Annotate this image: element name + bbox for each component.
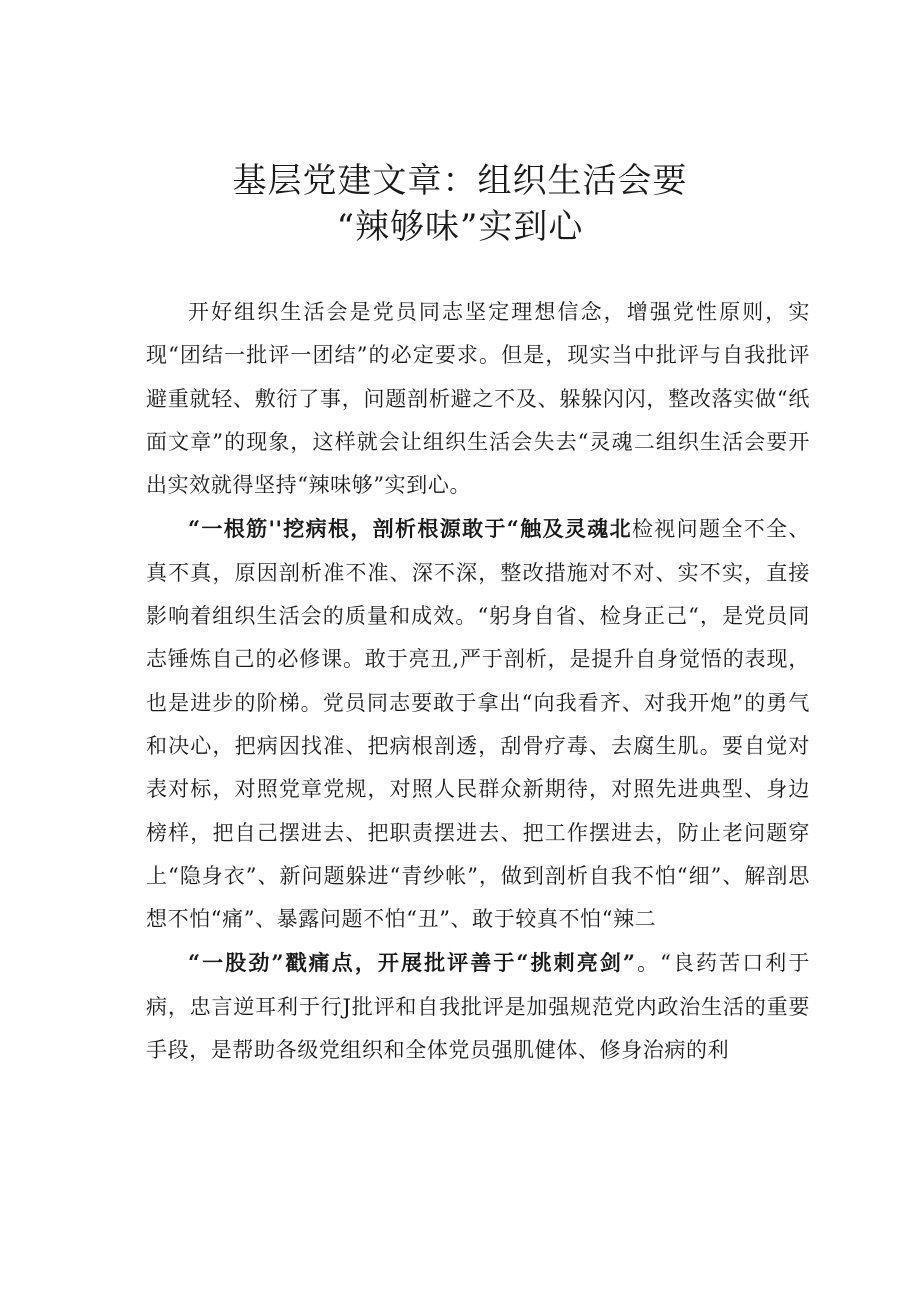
title-line-2: “辣够味”实到心 — [336, 207, 584, 247]
title-line-1: 基层党建文章：组织生活会要 — [232, 161, 688, 201]
paragraph-3-lead: “一股劲”戳痛点，开展批评善于“挑刺亮剑” — [188, 950, 636, 976]
paragraph-1: 开好组织生活会是党员同志坚定理想信念，增强党性原则，实现“团结一批评一团结”的必定要求。但是，现实当中批评与自我批评避重就轻、敷衍了事，问题剖析避之不及、躲躲闪闪，整改落实做“纸面文章”的现象，这样就会让组织生活会失去“灵魂二组织生活会要开出实效就得坚持“辣味够”实到心。 — [146, 300, 810, 498]
paragraph-3 — [146, 941, 810, 1072]
paragraph-3-body: 。“良药苦口利于病，忠言逆耳利于行J批评和自我批评是加强规范党内政治生活的重要手段，是帮助各级党组织和全体党员强肌健体、修身治病的利 — [146, 951, 810, 1063]
paragraph-2-lead: “一根筋''挖病根，剖析根源敢于“触及灵魂北 — [188, 516, 632, 542]
paragraph-2-body: 检视问题全不全、真不真，原因剖析准不准、深不深，整改措施对不对、实不实，直接影响着组织生活会的质量和成效。“躬身自省、检身正己“，是党员同志锤炼自己的必修课。敢于亮丑,严于剖析，是提升自身觉悟的表现，也是进步的阶梯。党员同志要敢于拿出“向我看齐、对我开炮”的勇气和决心，把病因找准、把病根剖透，刮骨疗毒、去腐生肌。要自觉对表对标，对照党章党规，对照人民群众新期待，对照先进典型、身边榜样，把自己摆进去、把职责摆进去、把工作摆进去，防止老问题穿上“隐身衣”、新问题躲进“青纱帐”，做到剖析自我不怕“细”、解剖思想不怕“痛”、暴露问题不怕“丑”、敢于较真不怕“辣二 — [146, 517, 810, 932]
article-body — [146, 291, 810, 1072]
paragraph-2 — [146, 507, 810, 941]
